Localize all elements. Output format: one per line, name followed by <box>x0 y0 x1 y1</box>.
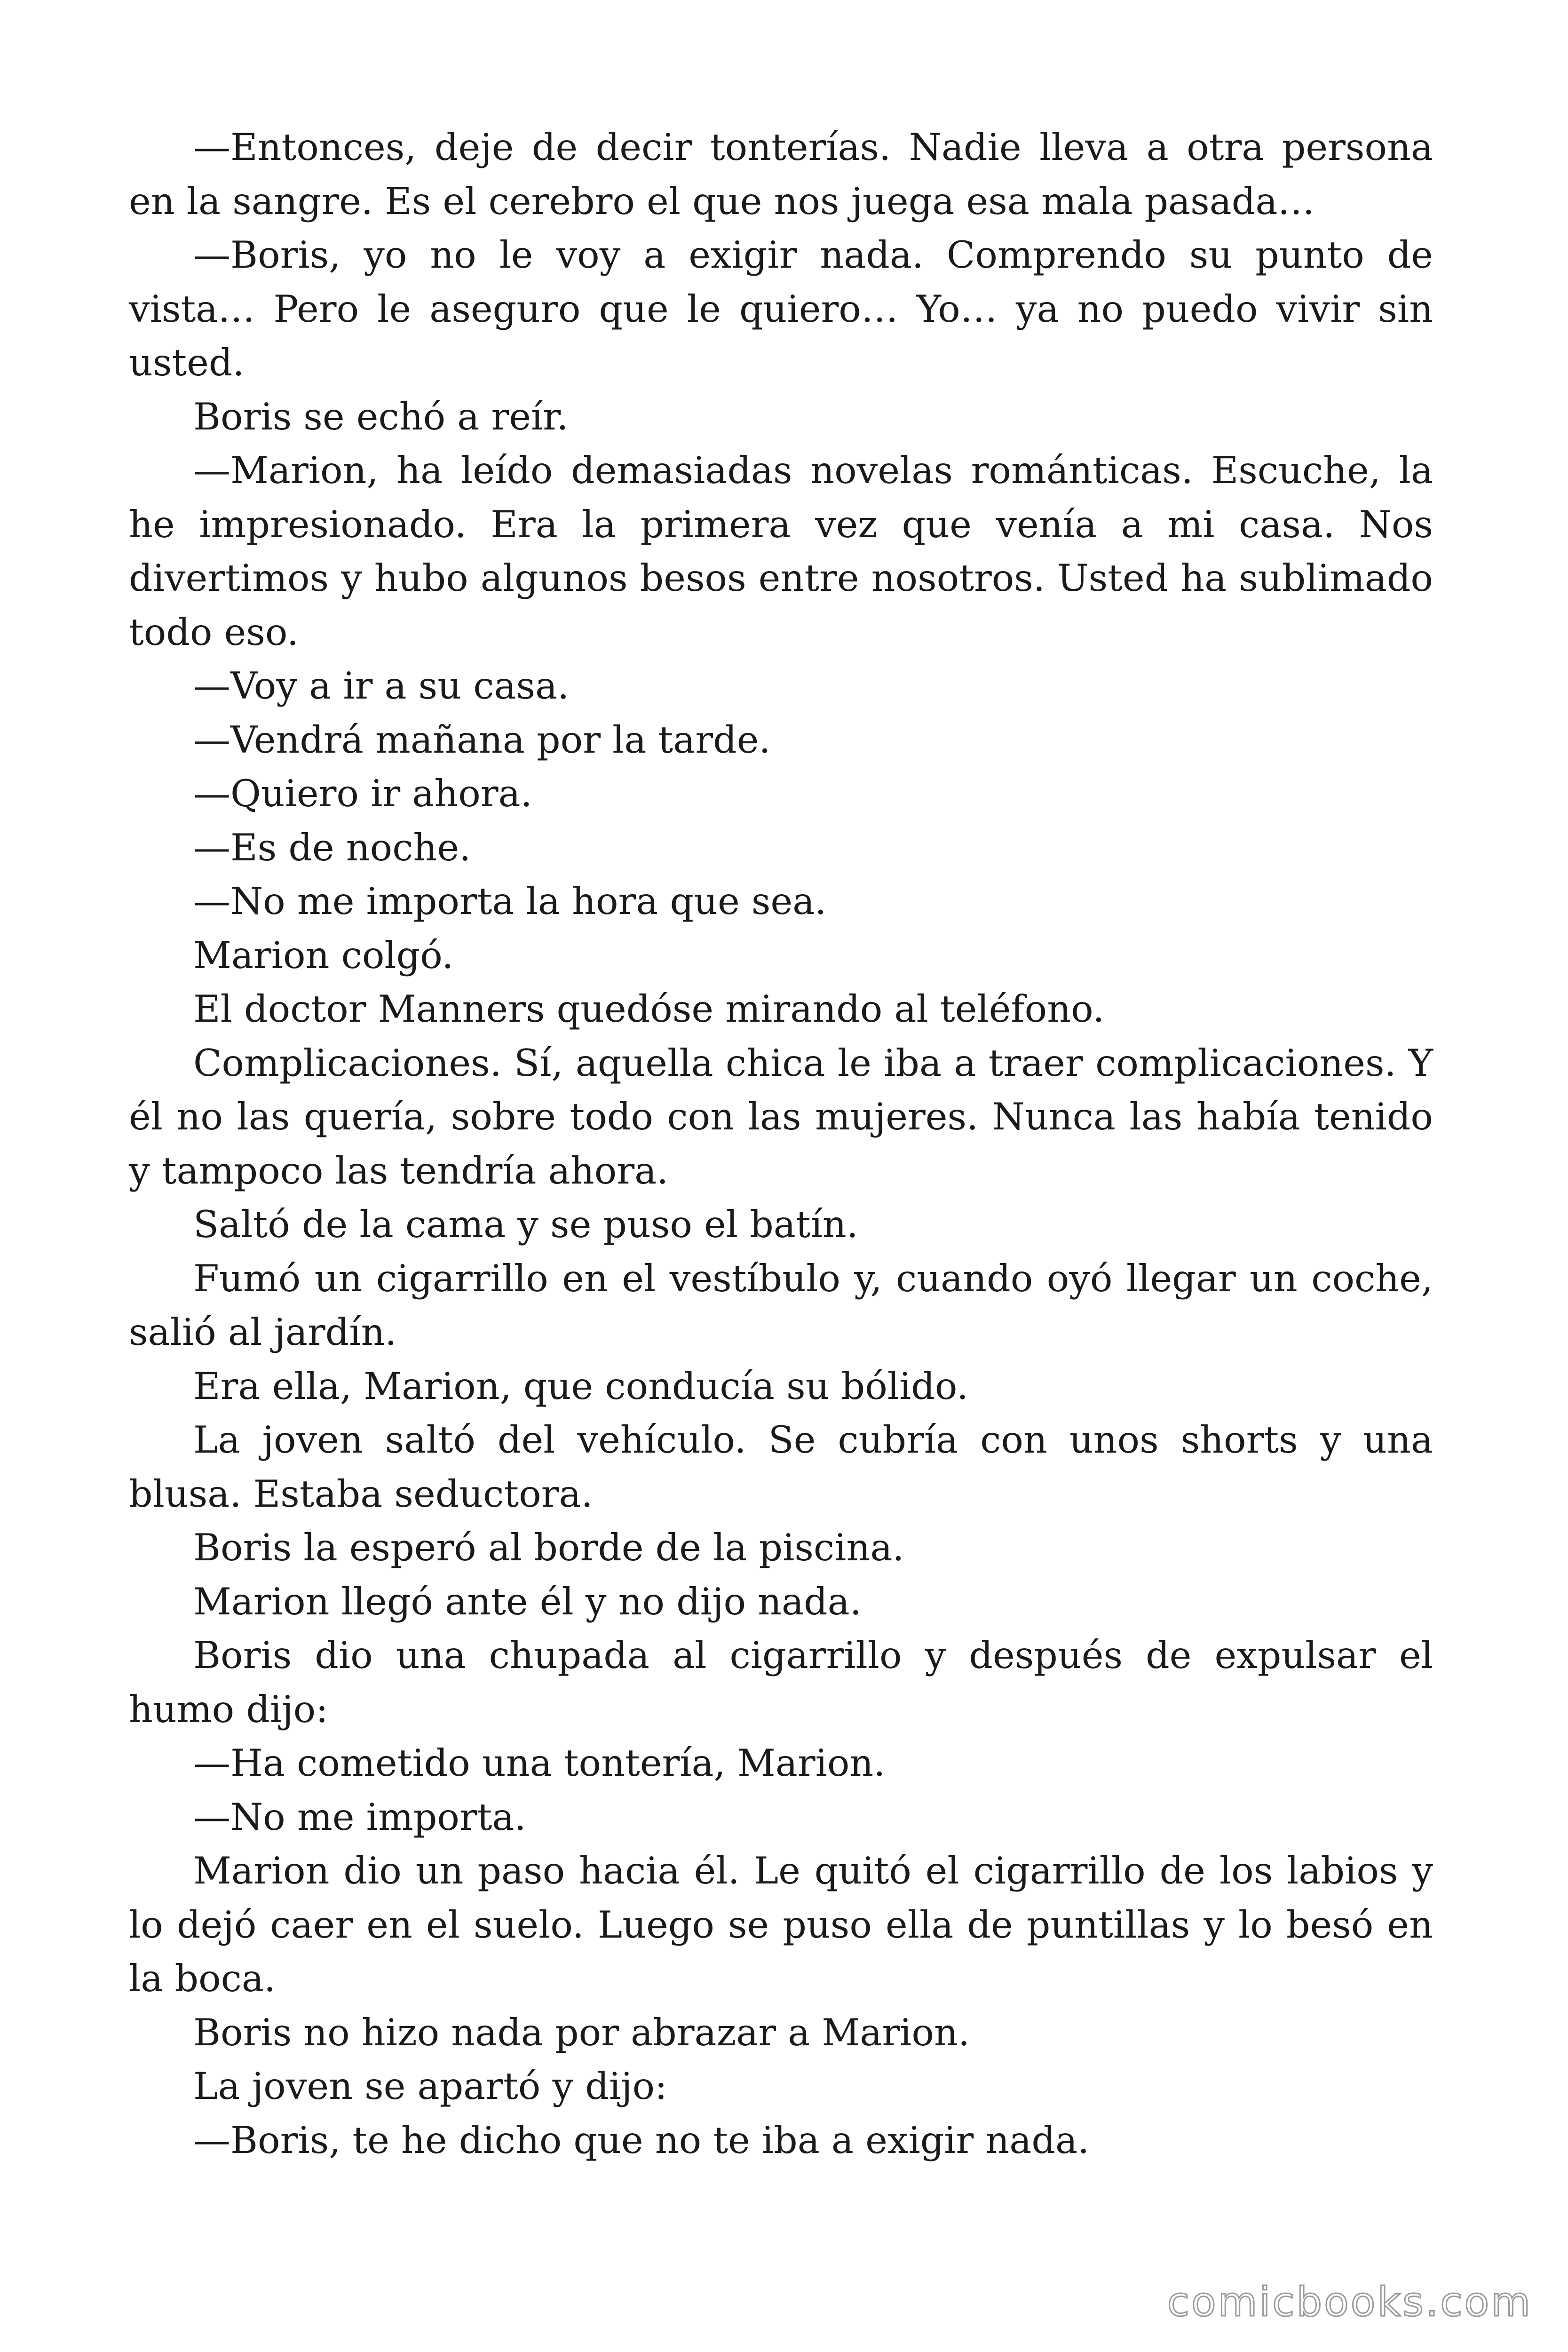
paragraph-10: Marion colgó. <box>193 933 454 977</box>
paragraph-18: Marion llegó ante él y no dijo nada. <box>193 1580 862 1623</box>
paragraph-16: La joven saltó del vehículo. Se cubría con unos shorts y una blusa. Estaba seductora. <box>129 1418 1433 1516</box>
paragraph-4: —Marion, ha leído demasiadas novelas románticas. Escuche, la he impresionado. Era la primera vez que venía a mi casa. Nos divertimos y hubo algunos besos entre nosotros. Usted ha sublimado todo eso. <box>129 449 1433 654</box>
paragraph-2: —Boris, yo no le voy a exigir nada. Comprendo su punto de vista… Pero le aseguro que le quiero… Yo… ya no puedo vivir sin usted. <box>129 233 1433 384</box>
paragraph-20: —Ha cometido una tontería, Marion. <box>193 1741 886 1785</box>
paragraph-23: Boris no hizo nada por abrazar a Marion. <box>193 2010 970 2054</box>
paragraph-24: La joven se apartó y dijo: <box>193 2065 667 2108</box>
paragraph-19: Boris dio una chupada al cigarrillo y después de expulsar el humo dijo: <box>129 1634 1433 1731</box>
paragraph-5: —Voy a ir a su casa. <box>193 664 570 707</box>
paragraph-13: Saltó de la cama y se puso el batín. <box>193 1203 858 1246</box>
paragraph-9: —No me importa la hora que sea. <box>193 880 827 923</box>
watermark: comicbooks.com <box>1167 2279 1532 2326</box>
paragraph-15: Era ella, Marion, que conducía su bólido. <box>193 1364 969 1408</box>
paragraph-11: El doctor Manners quedóse mirando al teléfono. <box>193 987 1105 1031</box>
body-text <box>129 120 1433 2167</box>
paragraph-14: Fumó un cigarrillo en el vestíbulo y, cuando oyó llegar un coche, salió al jardín. <box>129 1256 1433 1354</box>
paragraph-7: —Quiero ir ahora. <box>193 772 532 815</box>
paragraph-12: Complicaciones. Sí, aquella chica le iba a traer complicaciones. Y él no las quería, sobre todo con las mujeres. Nunca las había tenido y tampoco las tendría ahora. <box>129 1041 1433 1192</box>
paragraph-22: Marion dio un paso hacia él. Le quitó el cigarrillo de los labios y lo dejó caer en el suelo. Luego se puso ella de puntillas y lo besó en la boca. <box>129 1849 1433 2000</box>
paragraph-6: —Vendrá mañana por la tarde. <box>193 718 771 762</box>
paragraph-17: Boris la esperó al borde de la piscina. <box>193 1526 904 1569</box>
paragraph-8: —Es de noche. <box>193 826 471 869</box>
paragraph-3: Boris se echó a reír. <box>193 395 569 438</box>
paragraph-1: —Entonces, deje de decir tonterías. Nadie lleva a otra persona en la sangre. Es el cerebro el que nos juega esa mala pasada… <box>129 126 1433 223</box>
paragraph-21: —No me importa. <box>193 1795 526 1839</box>
paragraph-25: —Boris, te he dicho que no te iba a exigir nada. <box>193 2118 1090 2162</box>
